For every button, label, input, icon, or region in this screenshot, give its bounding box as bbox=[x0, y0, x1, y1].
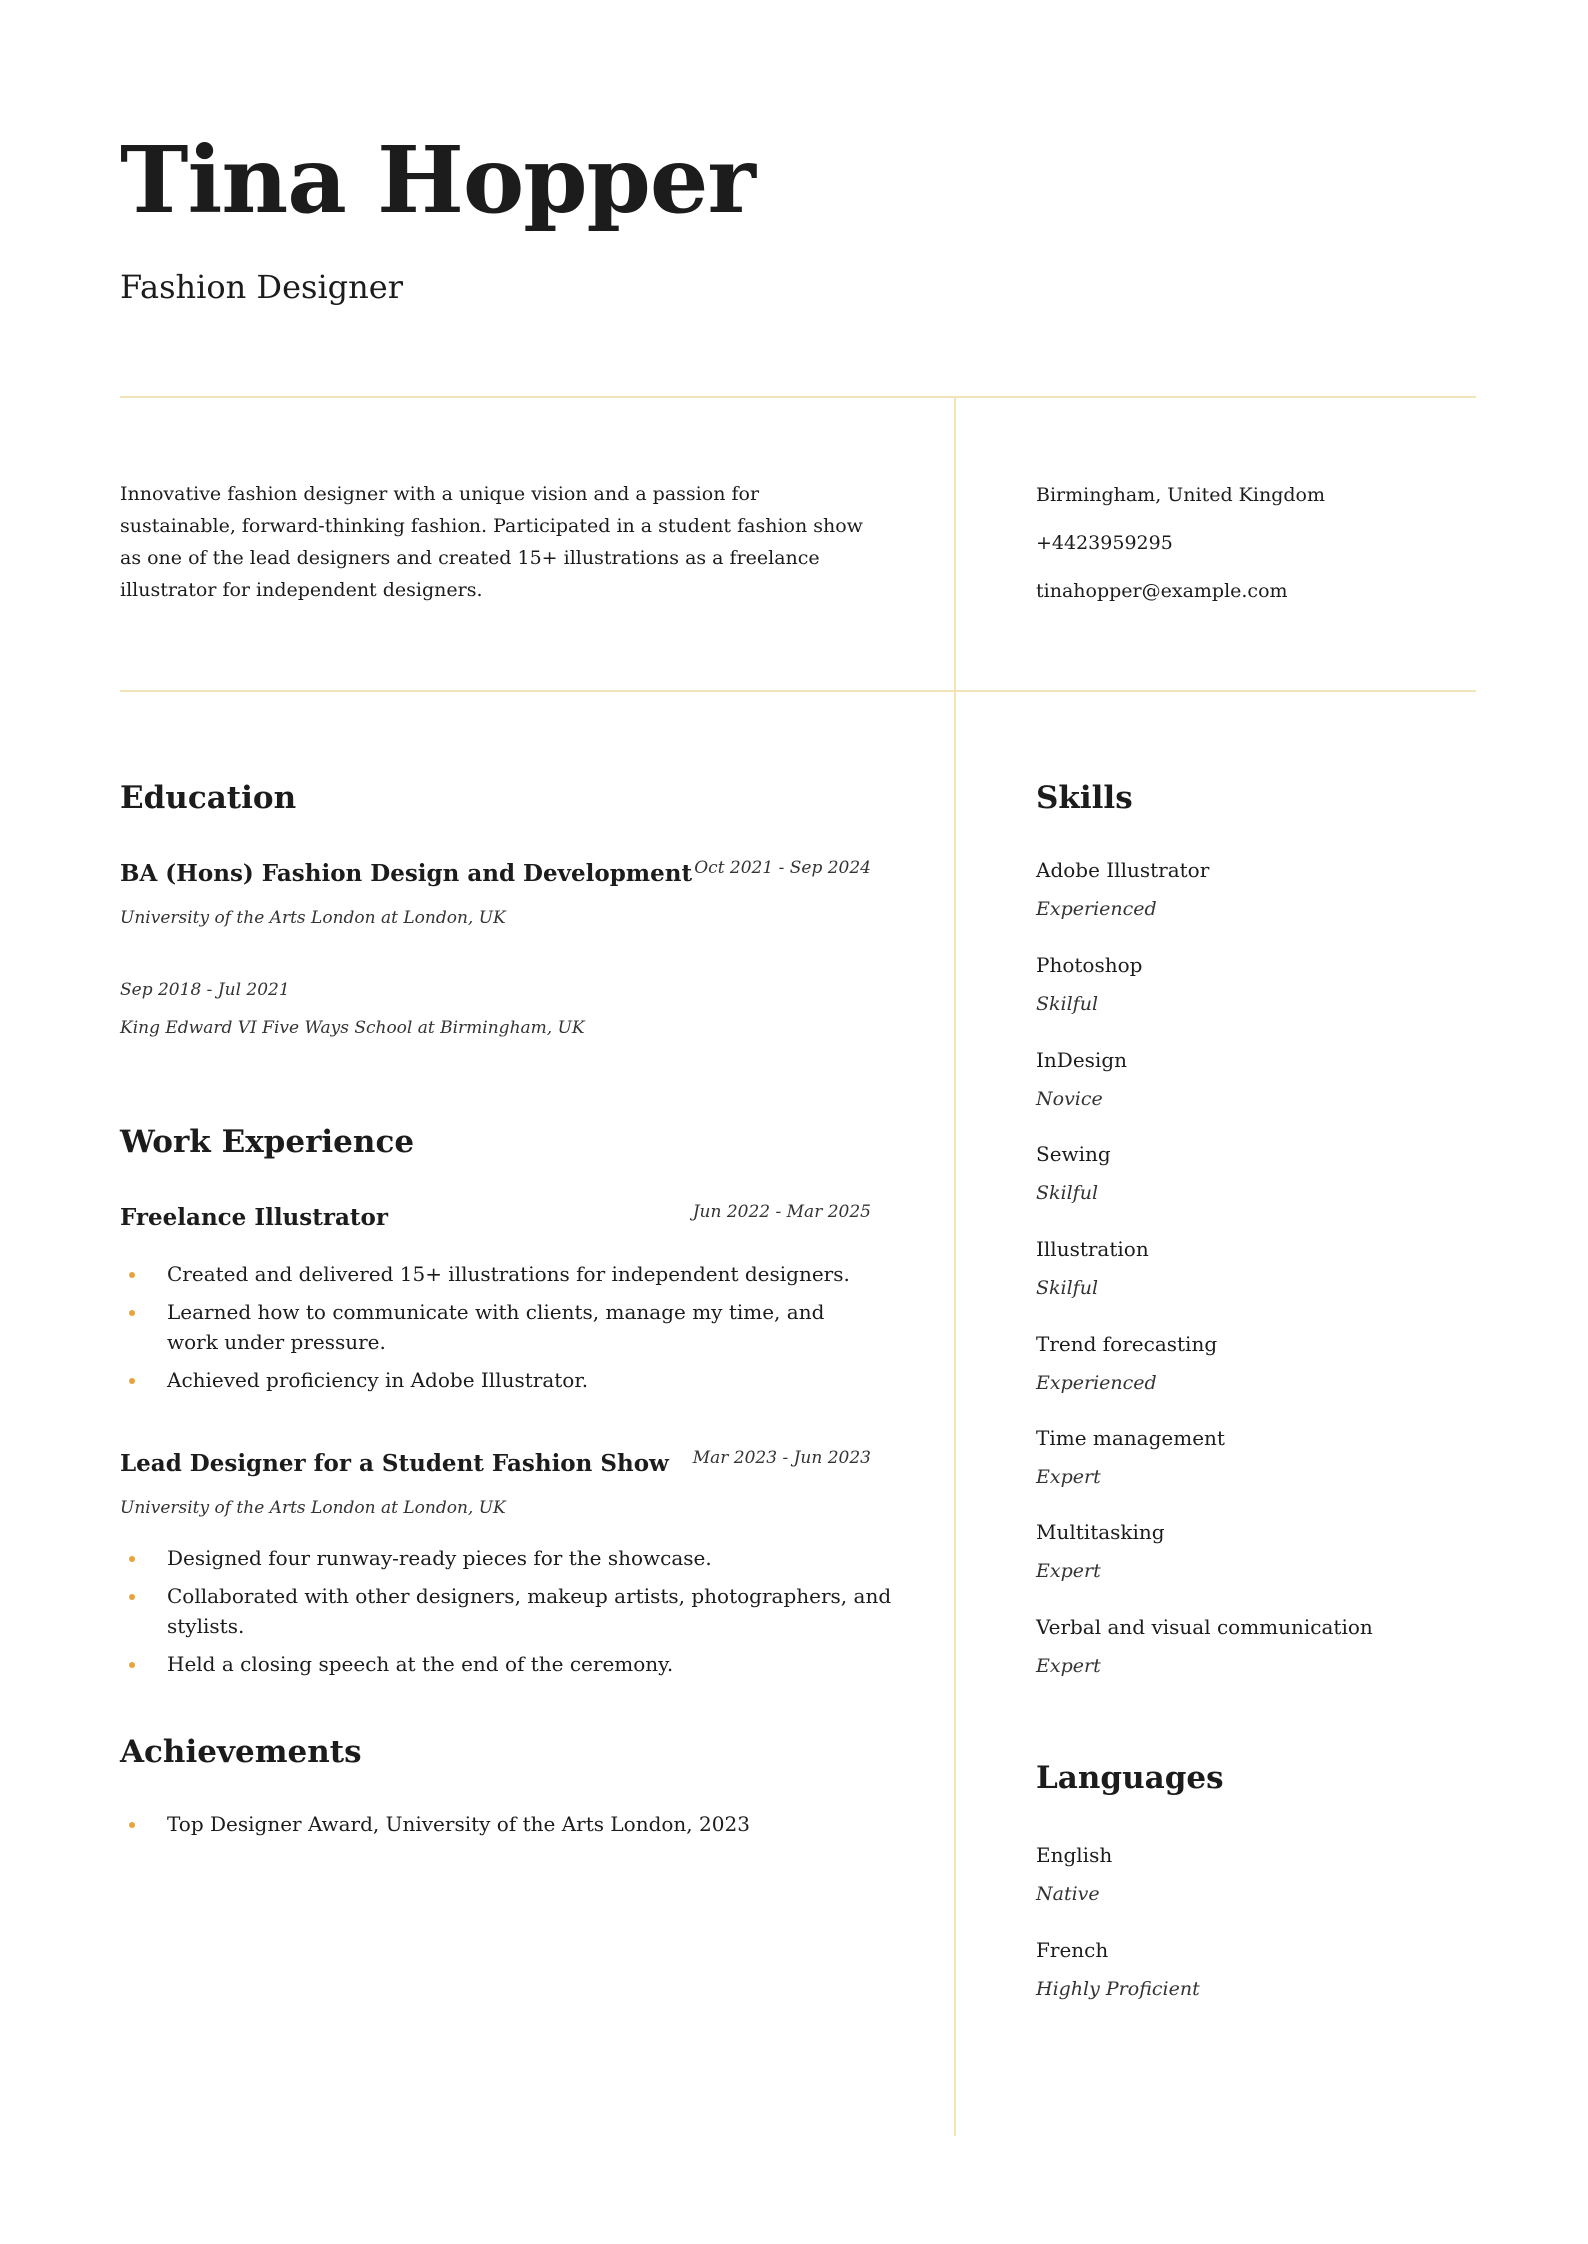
skill-name: Illustration bbox=[1036, 1237, 1149, 1261]
candidate-name: Tina Hopper bbox=[120, 126, 755, 234]
skill-name: Adobe Illustrator bbox=[1036, 858, 1210, 882]
education-degree: BA (Hons) Fashion Design and Development bbox=[120, 860, 693, 887]
skill-level: Skilful bbox=[1036, 1277, 1099, 1299]
achievements-heading: Achievements bbox=[120, 1734, 362, 1770]
language-name: English bbox=[1036, 1843, 1113, 1867]
list-item: Held a closing speech at the end of the ceremony. bbox=[120, 1649, 920, 1679]
skill-level: Novice bbox=[1036, 1088, 1103, 1110]
job-dates: Jun 2022 - Mar 2025 bbox=[692, 1202, 871, 1222]
list-item: Top Designer Award, University of the Arts London, 2023 bbox=[120, 1809, 880, 1839]
language-name: French bbox=[1036, 1938, 1109, 1962]
skill-name: Multitasking bbox=[1036, 1520, 1165, 1544]
skill-level: Skilful bbox=[1036, 993, 1099, 1015]
list-item: Learned how to communicate with clients, manage my time, and work under pressure. bbox=[120, 1297, 880, 1357]
skill-name: Photoshop bbox=[1036, 953, 1143, 977]
skill-level: Expert bbox=[1036, 1560, 1101, 1582]
skill-level: Expert bbox=[1036, 1466, 1101, 1488]
skill-level: Skilful bbox=[1036, 1182, 1099, 1204]
education-dates: Sep 2018 - Jul 2021 bbox=[120, 980, 290, 1000]
education-school: University of the Arts London at London, UK bbox=[120, 908, 506, 928]
skill-name: Trend forecasting bbox=[1036, 1332, 1218, 1356]
education-heading: Education bbox=[120, 780, 297, 816]
middle-divider bbox=[120, 690, 1476, 692]
skill-name: Verbal and visual communication bbox=[1036, 1615, 1373, 1639]
contact-phone: +4423959295 bbox=[1036, 532, 1173, 554]
job-title-freelance: Freelance Illustrator bbox=[120, 1204, 388, 1231]
job-organization: University of the Arts London at London, UK bbox=[120, 1498, 506, 1518]
job-bullets bbox=[120, 1543, 920, 1687]
list-item: Created and delivered 15+ illustrations for independent designers. bbox=[120, 1259, 880, 1289]
skill-level: Experienced bbox=[1036, 898, 1157, 920]
achievement-list bbox=[120, 1809, 880, 1847]
language-level: Native bbox=[1036, 1883, 1100, 1905]
work-heading: Work Experience bbox=[120, 1124, 415, 1160]
skill-name: Sewing bbox=[1036, 1142, 1111, 1166]
column-divider bbox=[954, 396, 956, 2136]
skill-level: Expert bbox=[1036, 1655, 1101, 1677]
skill-level: Experienced bbox=[1036, 1372, 1157, 1394]
job-bullets bbox=[120, 1259, 880, 1403]
skill-name: Time management bbox=[1036, 1426, 1225, 1450]
list-item: Designed four runway-ready pieces for the showcase. bbox=[120, 1543, 920, 1573]
contact-location: Birmingham, United Kingdom bbox=[1036, 484, 1325, 506]
list-item: Collaborated with other designers, makeup artists, photographers, and stylists. bbox=[120, 1581, 920, 1641]
languages-heading: Languages bbox=[1036, 1760, 1224, 1796]
job-title: Fashion Designer bbox=[120, 268, 403, 306]
education-school: King Edward VI Five Ways School at Birmingham, UK bbox=[120, 1018, 585, 1038]
list-item: Achieved proficiency in Adobe Illustrator. bbox=[120, 1365, 880, 1395]
profile-summary: Innovative fashion designer with a unique vision and a passion for sustainable, forward-thinking fashion. Participated in a student fashion show as one of the lead designers and created 15+ illustrations as a freelance illustrator for independent designers. bbox=[120, 483, 863, 601]
language-level: Highly Proficient bbox=[1036, 1978, 1200, 2000]
job-title-lead-designer: Lead Designer for a Student Fashion Show bbox=[120, 1450, 669, 1477]
job-dates: Mar 2023 - Jun 2023 bbox=[692, 1448, 871, 1468]
education-dates: Oct 2021 - Sep 2024 bbox=[694, 858, 871, 878]
skills-heading: Skills bbox=[1036, 780, 1133, 816]
contact-email: tinahopper@example.com bbox=[1036, 580, 1288, 602]
top-divider bbox=[120, 396, 1476, 398]
skill-name: InDesign bbox=[1036, 1048, 1127, 1072]
